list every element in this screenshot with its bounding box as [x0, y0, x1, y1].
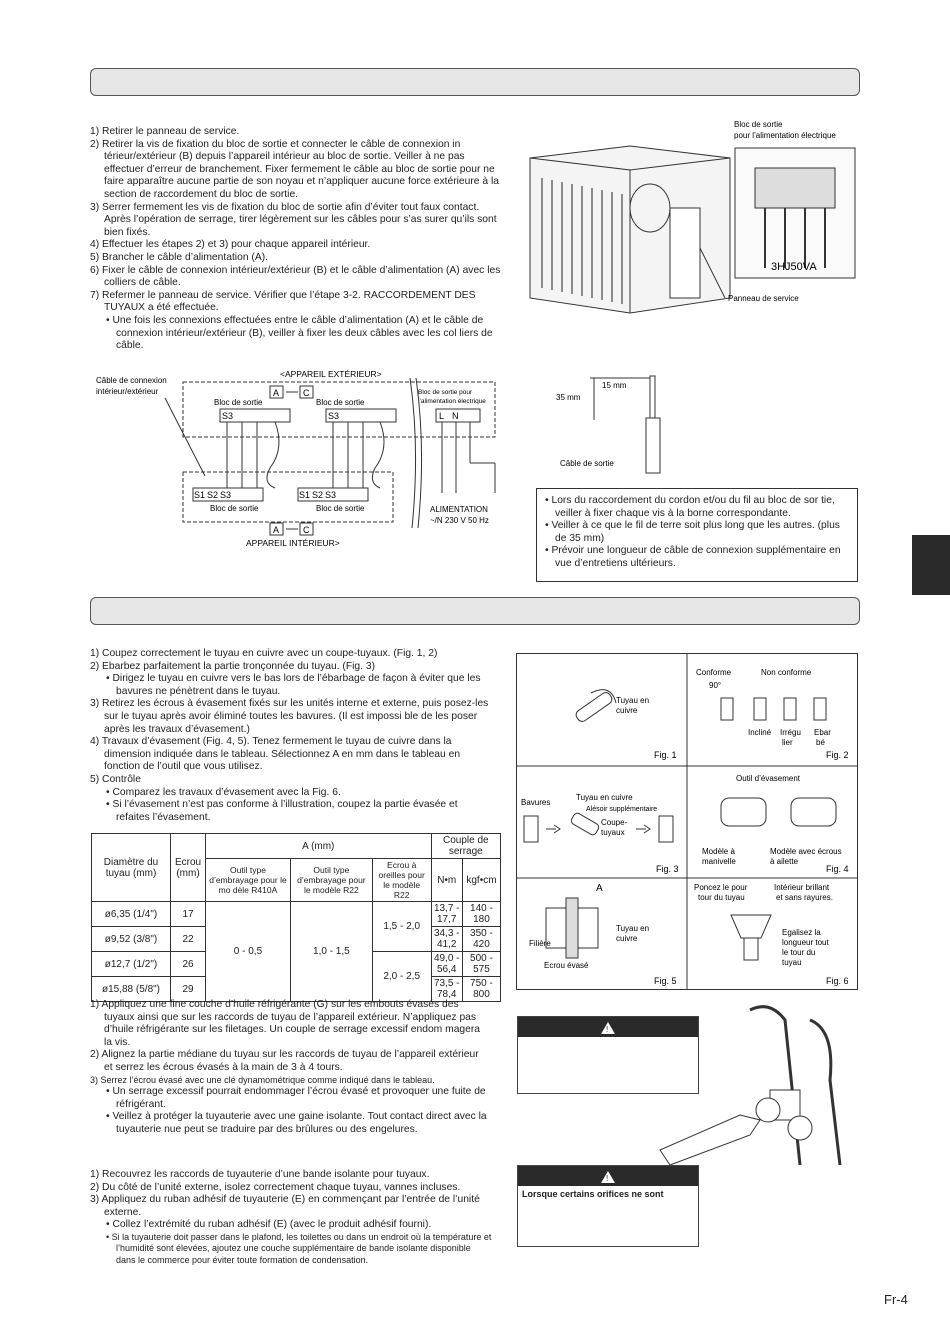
- outdoor-unit-illustration: [520, 118, 860, 318]
- svg-text:Egalisez la: Egalisez la: [782, 928, 821, 937]
- svg-text:Fig. 4: Fig. 4: [826, 864, 849, 874]
- svg-text:Modèle avec écrous: Modèle avec écrous: [770, 847, 842, 856]
- insulation-steps: [90, 1169, 492, 1266]
- model-label: 3HJ50VA: [771, 261, 817, 273]
- svg-text:Fig. 5: Fig. 5: [654, 976, 677, 986]
- cable-strip-diagram: [550, 370, 690, 478]
- power-terminal-label: Bloc de sortie pour: [418, 389, 473, 396]
- wiring-notes: [536, 488, 858, 582]
- header-r410a-tool: Outil type d’embrayage pour le mo dèle R410A: [206, 859, 291, 902]
- a-mark: A: [273, 525, 280, 535]
- step: 1) Recouvrez les raccords de tuyauterie d’une bande isolante pour tuyaux.: [90, 1169, 430, 1180]
- terminal-label: Bloc de sortie: [734, 120, 783, 129]
- svg-text:tuyaux: tuyaux: [601, 828, 625, 837]
- warning-text: Lorsque certains orifices ne sont: [522, 1189, 664, 1199]
- svg-text:90°: 90°: [709, 681, 722, 690]
- s3-terminal: S3: [222, 411, 234, 421]
- fig2: [696, 668, 849, 760]
- strip-cable-label: Câble de sortie: [560, 459, 614, 468]
- step: 2) Alignez la partie médiane du tuyau sur les raccords de tuyau de l’appareil extérieur et serrez les écrous évasés à la main de 3 à 4 tours.: [90, 1049, 479, 1073]
- a-mark: A: [273, 388, 280, 398]
- header-r22-tool: Outil type d’embrayage pour le modèle R22: [290, 859, 372, 902]
- svg-text:Fig. 2: Fig. 2: [826, 750, 849, 760]
- note-item: • Prévoir une longueur de câble de connexion supplémentaire en vue d’entretiens ultérieurs.: [541, 545, 851, 570]
- svg-text:lier: lier: [782, 738, 793, 747]
- svg-text:Conforme: Conforme: [696, 668, 732, 677]
- fig5: [529, 883, 677, 986]
- note-item: • Veiller à ce que le fil de terre soit plus long que les autres. (plus de 35 mm): [541, 520, 851, 545]
- strip-35mm: 35 mm: [556, 393, 581, 402]
- table-row: ø9,52 (3/8") 22 34,3 - 41,2 350 - 420: [92, 927, 501, 952]
- table-row: ø12,7 (1/2") 26 2,0 - 2,5 49,0 - 56,4 500 - 575: [92, 952, 501, 977]
- step: 7) Refermer le panneau de service. Vérifier que l’étape 3-2. RACCORDEMENT DES TUYAUX a été effectuée.: [90, 289, 476, 314]
- outdoor-unit-label: <APPAREIL EXTÉRIEUR>: [280, 369, 382, 379]
- svg-text:Bavures: Bavures: [521, 798, 551, 807]
- svg-text:Irrégu: Irrégu: [780, 728, 801, 737]
- strip-15mm: 15 mm: [602, 381, 627, 390]
- warning-icon: !: [601, 1171, 615, 1183]
- table-row: ø6,35 (1/4") 17 0 - 0,5 1,0 - 1,5 1,5 - 2,0 13,7 - 17,7 140 - 180: [92, 902, 501, 927]
- s2-terminal: S2: [207, 490, 219, 500]
- svg-text:Non conforme: Non conforme: [761, 668, 812, 677]
- step: 2) Retirer la vis de fixation du bloc de sortie et connecter le câble de connexion in térieur/extérieur (B) depuis l’appareil intérieur au bloc de sortie. Veiller à ne pas effectuer d’erreur de branchement. Fixer fermement le câble au bloc de sortie pour ne faire apparaître aucune partie de son noyau et n’appliquer aucune force extérieure à la section de raccordement du bloc de sortie.: [90, 138, 499, 200]
- fig4: [702, 774, 849, 874]
- language-tab: [912, 535, 950, 595]
- svg-text:à ailette: à ailette: [770, 857, 799, 866]
- s1-terminal: S1: [194, 490, 206, 500]
- s2-terminal: S2: [312, 490, 324, 500]
- header-a: A (mm): [206, 834, 432, 859]
- c-mark: C: [303, 525, 310, 535]
- svg-text:Filière: Filière: [529, 939, 551, 948]
- header-nut: Ecrou (mm): [171, 834, 206, 902]
- svg-text:Modèle à: Modèle à: [702, 847, 735, 856]
- header-diameter: Diamètre du tuyau (mm): [92, 834, 171, 902]
- header-torque: Couple de serrage: [431, 834, 500, 859]
- svg-text:manivelle: manivelle: [702, 857, 736, 866]
- indoor-unit-label: APPAREIL INTÉRIEUR>: [246, 538, 340, 548]
- svg-text:tour du tuyau: tour du tuyau: [698, 893, 745, 902]
- table-row: ø15,88 (5/8") 29 73,5 - 78,4 750 - 800: [92, 977, 501, 1002]
- flaring-steps: [90, 648, 492, 824]
- svg-text:bé: bé: [816, 738, 825, 747]
- step: 6) Fixer le câble de connexion intérieur/extérieur (B) et le câble d’alimentation (A) avec les colliers de câble.: [90, 264, 501, 289]
- flaring-figures: [516, 653, 858, 990]
- svg-text:Fig. 1: Fig. 1: [654, 750, 677, 760]
- s3-terminal: S3: [220, 490, 232, 500]
- power-supply-spec: ~/N 230 V 50 Hz: [430, 516, 489, 525]
- power-supply-label: ALIMENTATION: [430, 505, 488, 514]
- svg-text:longueur tout: longueur tout: [782, 938, 829, 947]
- sub-note: • Si l’évasement n’est pas conforme à l’illustration, coupez la partie évasée et refaites l’évasement.: [90, 799, 492, 824]
- header-wing-nut: Ecrou à oreilles pour le modèle R22: [372, 859, 431, 902]
- svg-text:Outil d’évasement: Outil d’évasement: [736, 774, 801, 783]
- svg-text:Poncez le pour: Poncez le pour: [694, 883, 748, 892]
- page-number: Fr-4: [884, 1292, 908, 1307]
- fig6: [694, 883, 849, 986]
- cable-label-2: intérieur/extérieur: [96, 387, 159, 396]
- svg-text:Incliné: Incliné: [748, 728, 772, 737]
- svg-text:Tuyau en: Tuyau en: [616, 924, 650, 933]
- step: 1) Coupez correctement le tuyau en cuivre avec un coupe-tuyaux. (Fig. 1, 2): [90, 648, 438, 659]
- svg-text:Alésoir supplémentaire: Alésoir supplémentaire: [586, 806, 658, 813]
- n-terminal: N: [452, 411, 459, 421]
- connection-steps: [90, 999, 490, 1136]
- svg-text:le tour du: le tour du: [782, 948, 816, 957]
- power-terminal-label-2: l’alimentation électrique: [418, 398, 486, 405]
- sub-note: • Veillez à protéger la tuyauterie avec une gaine isolante. Tout contact direct avec la tuyauterie nue peut se traduire par des brûlures ou des engelures.: [90, 1111, 490, 1136]
- terminal-label-2: pour l’alimentation électrique: [734, 131, 836, 140]
- terminal-label: Bloc de sortie: [316, 398, 365, 407]
- sub-note: • Collez l’extrémité du ruban adhésif (E) (avec le produit adhésif fourni).: [90, 1219, 492, 1232]
- header-kgf: kgf•cm: [462, 859, 500, 902]
- fig3: [521, 793, 679, 874]
- c-mark: C: [303, 388, 310, 398]
- section-header-bar-2: [90, 597, 860, 625]
- step: 3) Retirez les écrous à évasement fixés sur les unités interne et externe, puis posez-les sur le tuyau après avoir éliminé toutes les bavures. (Il est impossi ble de les poser après les travaux d’évasement.): [90, 698, 489, 735]
- s3-terminal: S3: [325, 490, 337, 500]
- sub-note: • Si la tuyauterie doit passer dans le plafond, les toilettes ou dans un endroit où la température et l’humidité sont élevées, ajoutez une couche supplémentaire de bande isolante disponible dans le commerce pour éviter toute formation de condensation.: [90, 1232, 492, 1267]
- torque-table: [91, 833, 501, 1002]
- svg-text:Ebar: Ebar: [814, 728, 831, 737]
- svg-text:tuyau: tuyau: [782, 958, 802, 967]
- warning-box-2: [517, 1165, 699, 1247]
- fig1: [574, 690, 676, 760]
- step: 3) Serrez l’écrou évasé avec une clé dynamométrique comme indiqué dans le tableau.: [90, 1074, 435, 1085]
- svg-text:cuivre: cuivre: [616, 706, 638, 715]
- terminal-label: Bloc de sortie: [210, 504, 259, 513]
- svg-text:Intérieur brillant: Intérieur brillant: [774, 883, 830, 892]
- step: 1) Appliquez une fine couche d’huile réfrigérante (G) sur les embouts évasés des tuyaux ainsi que sur les raccords de tuyau de l’appareil extérieur. N’appliquez pas d’huile réfrigérante sur les filetages. Un couple de serrage excessif endom magera la vis.: [90, 999, 481, 1048]
- terminal-label: Bloc de sortie: [214, 398, 263, 407]
- svg-text:Ecrou évasé: Ecrou évasé: [544, 961, 589, 970]
- sub-note: • Une fois les connexions effectuées entre le câble d’alimentation (A) et le câble de connexion intérieur/extérieur (B), veiller à fixer les deux câbles avec les col liers de câble.: [90, 315, 506, 353]
- svg-text:cuivre: cuivre: [616, 934, 638, 943]
- sub-note: • Dirigez le tuyau en cuivre vers le bas lors de l’ébarbage de façon à éviter que les bavures ne pénètrent dans le tuyau.: [90, 673, 492, 698]
- cable-label: Câble de connexion: [96, 376, 167, 385]
- l-terminal: L: [439, 411, 445, 421]
- wrench-illustration: [650, 1000, 858, 1166]
- svg-text:Coupe-: Coupe-: [601, 818, 628, 827]
- svg-text:A: A: [596, 883, 603, 894]
- header-nm: N•m: [431, 859, 462, 902]
- svg-text:Tuyau en cuivre: Tuyau en cuivre: [576, 793, 633, 802]
- section-header-bar-1: [90, 68, 860, 96]
- step: 3) Serrer fermement les vis de fixation du bloc de sortie afin d’éviter tout faux contact. Après l’opération de serrage, tirer légèrement sur les câbles pour s’as surer qu’ils sont bien fixés.: [90, 201, 497, 238]
- sub-note: • Comparez les travaux d’évasement avec la Fig. 6.: [90, 787, 492, 800]
- step: 2) Ebarbez parfaitement la partie tronçonnée du tuyau. (Fig. 3): [90, 660, 376, 672]
- sub-note: • Un serrage excessif pourrait endommager l’écrou évasé et provoquer une fuite de réfrigérant.: [90, 1086, 490, 1111]
- svg-text:et sans rayures.: et sans rayures.: [776, 893, 833, 902]
- s1-terminal: S1: [299, 490, 311, 500]
- step: 4) Travaux d’évasement (Fig. 4, 5). Tenez fermement le tuyau de cuivre dans la dimension indiquée dans le tableau. Sélectionnez A en mm dans le tableau en fonction de l’outil que vous utilisez.: [90, 736, 461, 773]
- svg-text:Fig. 3: Fig. 3: [656, 864, 679, 874]
- electrical-steps: [90, 126, 506, 353]
- step: 3) Appliquez du ruban adhésif de tuyauterie (E) en commençant par l’entrée de l’unité externe.: [90, 1194, 480, 1218]
- note-item: • Lors du raccordement du cordon et/ou du fil au bloc de sor tie, veiller à fixer chaque vis à la borne correspondante.: [541, 495, 851, 520]
- wiring-diagram: [90, 368, 520, 553]
- svg-text:Tuyau en: Tuyau en: [616, 696, 650, 705]
- terminal-label: Bloc de sortie: [316, 504, 365, 513]
- step: 5) Brancher le câble d’alimentation (A).: [90, 251, 268, 263]
- step: 5) Contrôle: [90, 773, 141, 785]
- service-panel-label: Panneau de service: [728, 294, 799, 303]
- warning-header: [518, 1166, 698, 1186]
- s3-terminal: S3: [328, 411, 340, 421]
- warning-icon: !: [601, 1022, 615, 1034]
- step: 1) Retirer le panneau de service.: [90, 126, 240, 137]
- step: 2) Du côté de l’unité externe, isolez correctement chaque tuyau, vannes incluses.: [90, 1181, 461, 1193]
- svg-text:Fig. 6: Fig. 6: [826, 976, 849, 986]
- step: 4) Effectuer les étapes 2) et 3) pour chaque appareil intérieur.: [90, 239, 371, 251]
